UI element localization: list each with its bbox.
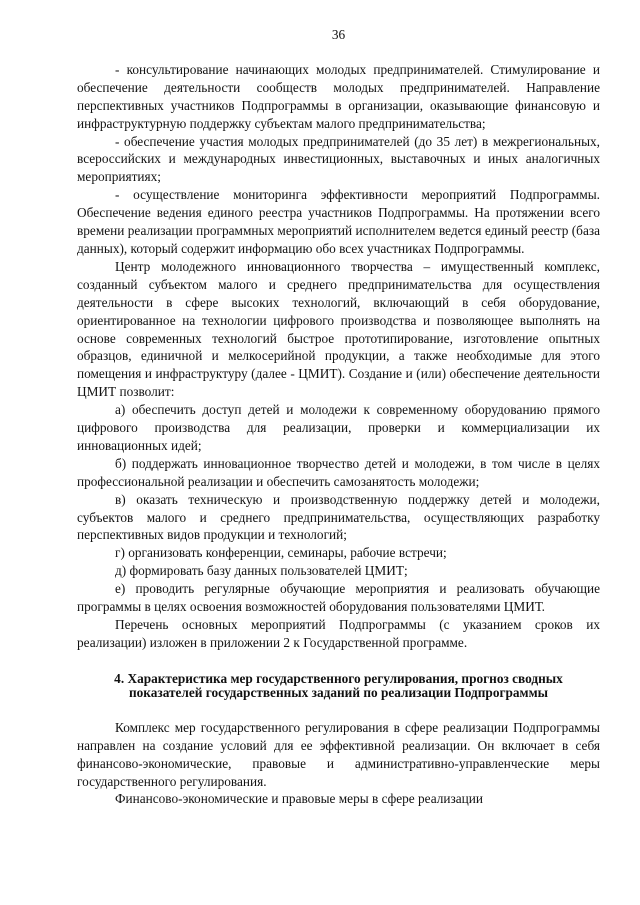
page-number: 36 — [331, 27, 346, 42]
list-item-d: д) формировать базу данных пользователей ЦМИТ; — [115, 563, 408, 579]
paragraph-monitoring: - осуществление мониторинга эффективности мероприятий Подпрограммы. Обеспечение ведения единого реестра участников Подпрограммы. На протяжении всего времени реализации программных мероприятий исполнителем ведется единый реестр (база данных), который содержит информацию обо всех участниках Подпрограммы. — [77, 187, 600, 256]
list-item-b: б) поддержать инновационное творчество детей и молодежи, в том числе в целях профессиональной реализации и обеспечить самозанятость молодежи; — [77, 455, 600, 489]
paragraph-activities-list: Перечень основных мероприятий Подпрограммы (с указанием сроков их реализации) изложен в приложении 2 к Государственной программе. — [77, 617, 600, 650]
list-item-e: е) проводить регулярные обучающие мероприятия и реализовать обучающие программы в целях освоения возможностей оборудования пользователями ЦМИТ. — [77, 581, 600, 615]
paragraph-financial-measures: Финансово-экономические и правовые меры в сфере реализации — [115, 791, 484, 807]
paragraph-cmit-definition: Центр молодежного инновационного творчества – имущественный комплекс, созданный субъектом малого и среднего предпринимательства для осуществления деятельности в сфере высоких технологий, включающий в себя оборудование, ориентированное на технологии цифрового производства и позволяющее выполнять на основе современных технологий быстрое прототипирование, изготовление опытных образцов, единичной и мелкосерийной продукции, а также необходимые для этого помещения и инфраструктуру (далее - ЦМИТ). Создание и (или) обеспечение деятельности ЦМИТ позволит: — [77, 258, 600, 400]
list-item-v: в) оказать техническую и производственную поддержку детей и молодежи, субъектов малого и среднего предпринимательства, осуществляющих разработку перспективных видов продукции и технологий; — [77, 491, 600, 543]
list-item-g: г) организовать конференции, семинары, рабочие встречи; — [115, 545, 447, 561]
list-item-a: а) обеспечить доступ детей и молодежи к современному оборудованию прямого цифрового производства для реализации, проверки и коммерциализации их инновационных идей; — [77, 402, 600, 453]
paragraph-regulation-measures: Комплекс мер государственного регулирования в сфере реализации Подпрограммы направлен на создание условий для ее эффективной реализации. Он включает в себя финансово-экономические, правовые и административно-управленческие меры государственного регулирования. — [77, 719, 600, 789]
paragraph-consulting: - консультирование начинающих молодых предпринимателей. Стимулирование и обеспечение деятельности сообществ молодых предпринимателей. Направление перспективных участников Подпрограммы в организации, оказывающие финансовую и инфраструктурную поддержку субъектам малого предпринимательства; — [77, 61, 600, 131]
paragraph-events-participation: - обеспечение участия молодых предпринимателей (до 35 лет) в межрегиональных, всероссийских и международных инвестиционных, выставочных и иных аналогичных мероприятиях; — [77, 133, 600, 185]
section-heading: 4. Характеристика мер государственного регулирования, прогноз сводных показателей государственных заданий по реализации Подпрограммы — [114, 670, 563, 701]
